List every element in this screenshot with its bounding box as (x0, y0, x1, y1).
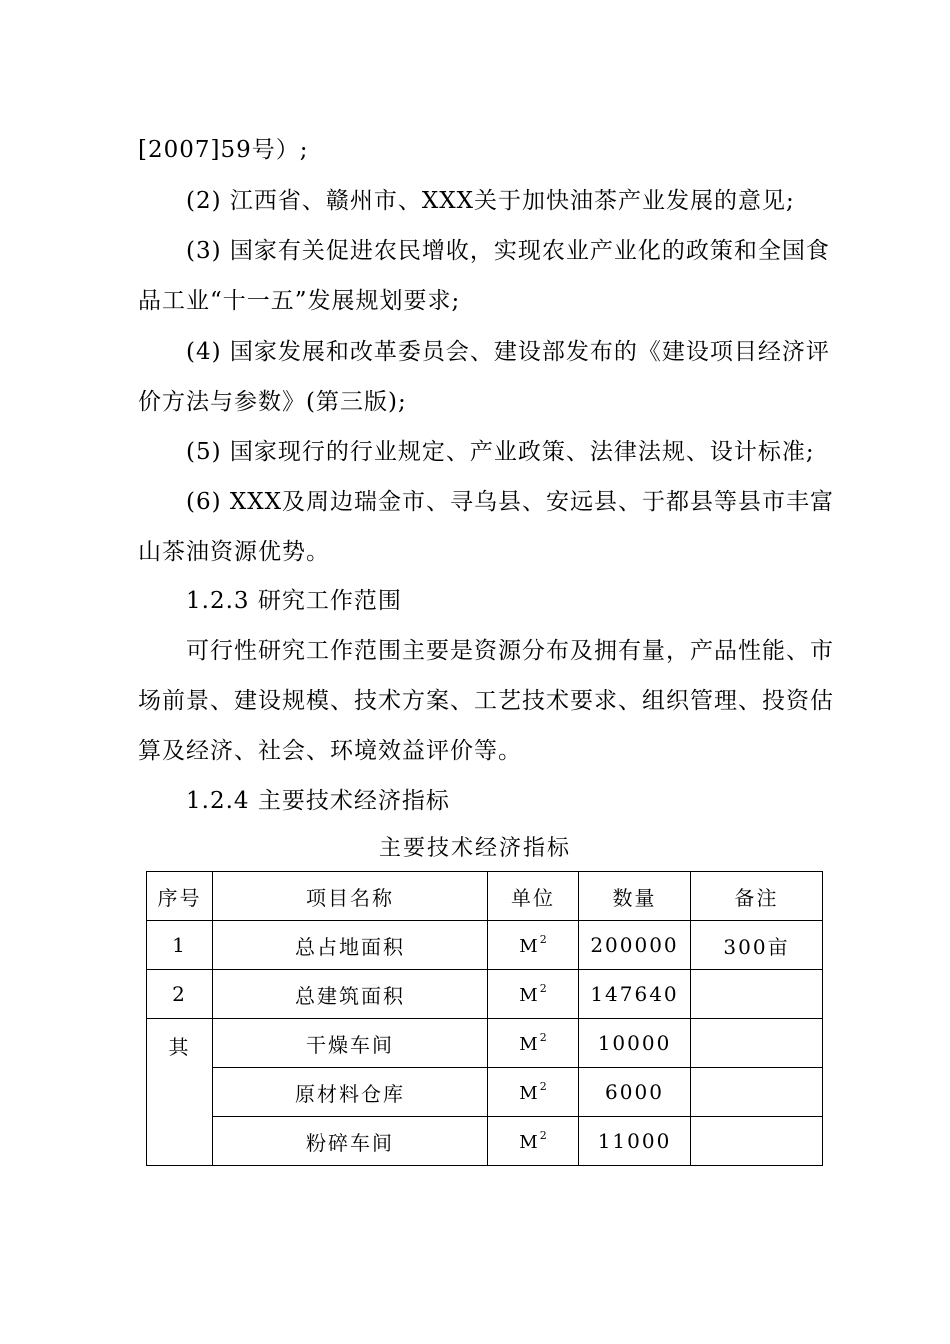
paragraph-item-6-line1: (6) XXX及周边瑞金市、寻乌县、安远县、于都县等县市丰富 (186, 489, 835, 515)
cell-unit (488, 921, 579, 970)
unit-base: M (519, 1132, 540, 1153)
unit-superscript: 2 (539, 982, 547, 995)
unit-superscript: 2 (539, 1129, 547, 1142)
cell-note (691, 1117, 823, 1166)
header-seq: 序号 (147, 872, 213, 921)
cell-qty: 11000 (579, 1117, 691, 1166)
paragraph-item-4-line1: (4) 国家发展和改革委员会、建设部发布的《建设项目经济评 (186, 339, 830, 365)
paragraph-item-4-line2: 价方法与参数》(第三版); (138, 389, 407, 415)
unit-base: M (519, 985, 540, 1006)
cell-seq-merged: 其 (147, 1019, 213, 1166)
cell-qty: 10000 (579, 1019, 691, 1068)
paragraph-item-6-line2: 山茶油资源优势。 (138, 539, 330, 565)
section-heading-1-2-4: 1.2.4 主要技术经济指标 (186, 788, 450, 814)
unit-base: M (519, 936, 540, 957)
cell-note: 300亩 (691, 921, 823, 970)
paragraph-line-ref-number: [2007]59号）; (138, 137, 309, 163)
unit-superscript: 2 (539, 1031, 547, 1044)
table-title: 主要技术经济指标 (378, 836, 571, 861)
cell-note (691, 970, 823, 1019)
cell-seq: 2 (147, 970, 213, 1019)
cell-name: 总建筑面积 (213, 970, 488, 1019)
paragraph-item-5: (5) 国家现行的行业规定、产业政策、法律法规、设计标准; (186, 439, 815, 465)
table-row (147, 1117, 823, 1166)
paragraph-scope-line1: 可行性研究工作范围主要是资源分布及拥有量，产品性能、市 (186, 638, 834, 664)
cell-name: 原材料仓库 (213, 1068, 488, 1117)
cell-name: 干燥车间 (213, 1019, 488, 1068)
table-header-row (147, 872, 823, 921)
indicators-table (146, 871, 823, 1166)
cell-note (691, 1068, 823, 1117)
paragraph-scope-line2: 场前景、建设规模、技术方案、工艺技术要求、组织管理、投资估 (138, 688, 834, 714)
cell-qty: 147640 (579, 970, 691, 1019)
table-row (147, 921, 823, 970)
section-heading-1-2-3: 1.2.3 研究工作范围 (186, 588, 402, 614)
table-row (147, 1068, 823, 1117)
cell-unit (488, 1019, 579, 1068)
unit-base: M (519, 1034, 540, 1055)
table-row (147, 970, 823, 1019)
unit-superscript: 2 (539, 933, 547, 946)
paragraph-item-3-line1: (3) 国家有关促进农民增收，实现农业产业化的政策和全国食 (186, 238, 830, 264)
cell-unit (488, 1117, 579, 1166)
header-note: 备注 (691, 872, 823, 921)
cell-unit (488, 970, 579, 1019)
table-row (147, 1019, 823, 1068)
paragraph-item-2: (2) 江西省、赣州市、XXX关于加快油茶产业发展的意见; (186, 188, 795, 214)
unit-base: M (519, 1083, 540, 1104)
paragraph-item-3-line2: 品工业“十一五”发展规划要求; (138, 288, 461, 314)
cell-qty: 6000 (579, 1068, 691, 1117)
cell-name: 粉碎车间 (213, 1117, 488, 1166)
paragraph-scope-line3: 算及经济、社会、环境效益评价等。 (138, 738, 522, 764)
header-name: 项目名称 (213, 872, 488, 921)
cell-note (691, 1019, 823, 1068)
unit-superscript: 2 (539, 1080, 547, 1093)
cell-name: 总占地面积 (213, 921, 488, 970)
cell-unit (488, 1068, 579, 1117)
cell-qty: 200000 (579, 921, 691, 970)
cell-seq: 1 (147, 921, 213, 970)
header-unit: 单位 (488, 872, 579, 921)
header-qty: 数量 (579, 872, 691, 921)
